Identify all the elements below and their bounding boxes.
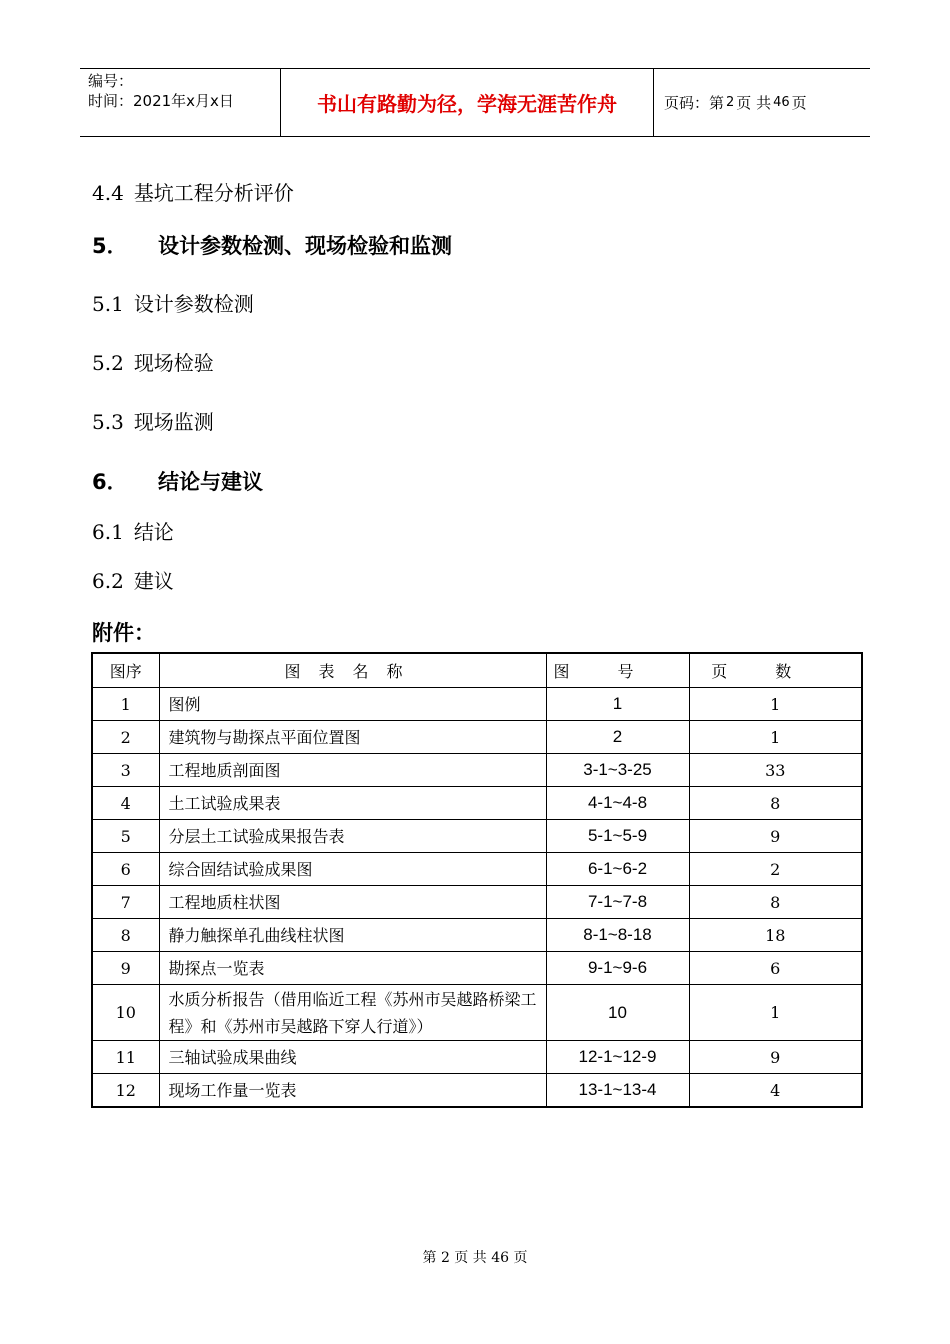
cell-name: 工程地质剖面图 bbox=[159, 754, 546, 787]
outline-4-4 bbox=[92, 177, 294, 206]
page-header bbox=[80, 68, 870, 137]
cell-name: 建筑物与勘探点平面位置图 bbox=[159, 721, 546, 754]
page-suffix: 页 bbox=[791, 94, 807, 112]
cell-pages: 4 bbox=[689, 1074, 862, 1108]
cell-pages: 8 bbox=[689, 787, 862, 820]
table-row bbox=[92, 820, 862, 853]
cell-name: 图例 bbox=[159, 688, 546, 721]
page-mid: 页 共 bbox=[736, 94, 772, 112]
cell-no: 9 bbox=[92, 952, 159, 985]
table-row bbox=[92, 787, 862, 820]
column-header-pages: 页数 bbox=[689, 653, 862, 688]
cell-name: 现场工作量一览表 bbox=[159, 1074, 546, 1108]
outline-number: 5.3 bbox=[92, 410, 124, 434]
outline-5-2 bbox=[92, 347, 214, 376]
cell-pages: 6 bbox=[689, 952, 862, 985]
cell-no: 12 bbox=[92, 1074, 159, 1108]
cell-name: 三轴试验成果曲线 bbox=[159, 1041, 546, 1074]
section-6-heading bbox=[92, 466, 263, 496]
cell-pages: 9 bbox=[689, 820, 862, 853]
table-row bbox=[92, 1041, 862, 1074]
cell-pages: 18 bbox=[689, 919, 862, 952]
attachments-table bbox=[91, 652, 863, 1108]
page-prefix: 页码：第 bbox=[664, 94, 725, 112]
cell-fig: 5-1~5-9 bbox=[546, 820, 689, 853]
outline-number: 5.2 bbox=[92, 351, 124, 375]
page-total: 46 bbox=[773, 95, 790, 110]
table-row bbox=[92, 721, 862, 754]
column-header-no: 图序 bbox=[92, 653, 159, 688]
cell-no: 8 bbox=[92, 919, 159, 952]
cell-fig: 7-1~7-8 bbox=[546, 886, 689, 919]
table-row bbox=[92, 688, 862, 721]
table-row bbox=[92, 754, 862, 787]
cell-no: 1 bbox=[92, 688, 159, 721]
cell-fig: 12-1~12-9 bbox=[546, 1041, 689, 1074]
table-row bbox=[92, 985, 862, 1041]
cell-fig: 1 bbox=[546, 688, 689, 721]
table-row bbox=[92, 853, 862, 886]
section-number: 6． bbox=[92, 470, 128, 494]
cell-no: 4 bbox=[92, 787, 159, 820]
cell-fig: 4-1~4-8 bbox=[546, 787, 689, 820]
outline-5-1 bbox=[92, 288, 254, 317]
outline-6-2 bbox=[92, 565, 174, 594]
section-title: 结论与建议 bbox=[158, 470, 263, 494]
cell-fig: 8-1~8-18 bbox=[546, 919, 689, 952]
outline-5-3 bbox=[92, 406, 214, 435]
cell-no: 2 bbox=[92, 721, 159, 754]
outline-6-1 bbox=[92, 516, 174, 545]
outline-number: 6.1 bbox=[92, 520, 124, 544]
column-header-fig: 图号 bbox=[546, 653, 689, 688]
cell-name: 综合固结试验成果图 bbox=[159, 853, 546, 886]
table-header-row bbox=[92, 653, 862, 688]
table-row bbox=[92, 919, 862, 952]
cell-fig: 3-1~3-25 bbox=[546, 754, 689, 787]
column-header-name: 图表名称 bbox=[159, 653, 546, 688]
cell-pages: 1 bbox=[689, 688, 862, 721]
cell-no: 10 bbox=[92, 985, 159, 1041]
cell-pages: 33 bbox=[689, 754, 862, 787]
cell-pages: 1 bbox=[689, 985, 862, 1041]
cell-fig: 13-1~13-4 bbox=[546, 1074, 689, 1108]
cell-pages: 1 bbox=[689, 721, 862, 754]
cell-pages: 9 bbox=[689, 1041, 862, 1074]
cell-pages: 2 bbox=[689, 853, 862, 886]
section-title: 设计参数检测、现场检验和监测 bbox=[158, 234, 452, 258]
cell-no: 3 bbox=[92, 754, 159, 787]
serial-label: 编号： bbox=[88, 72, 134, 90]
cell-name: 水质分析报告（借用临近工程《苏州市吴越路桥梁工程》和《苏州市吴越路下穿人行道》） bbox=[159, 985, 546, 1041]
cell-fig: 10 bbox=[546, 985, 689, 1041]
page-number: 2 bbox=[726, 95, 735, 110]
cell-fig: 9-1~9-6 bbox=[546, 952, 689, 985]
outline-number: 4.4 bbox=[92, 181, 124, 205]
table-row bbox=[92, 886, 862, 919]
cell-pages: 8 bbox=[689, 886, 862, 919]
cell-name: 工程地质柱状图 bbox=[159, 886, 546, 919]
attachments-heading: 附件： bbox=[92, 621, 155, 645]
section-5-heading bbox=[92, 230, 452, 260]
section-number: 5． bbox=[92, 234, 128, 258]
table-row bbox=[92, 952, 862, 985]
cell-fig: 6-1~6-2 bbox=[546, 853, 689, 886]
date-text: 时间：2021年x月x日 bbox=[88, 92, 234, 110]
outline-text: 设计参数检测 bbox=[133, 292, 254, 316]
outline-text: 建议 bbox=[133, 569, 174, 593]
page-footer: 第 2 页 共 46 页 bbox=[422, 1250, 528, 1266]
cell-name: 土工试验成果表 bbox=[159, 787, 546, 820]
cell-no: 7 bbox=[92, 886, 159, 919]
header-page-info bbox=[654, 69, 870, 136]
cell-no: 5 bbox=[92, 820, 159, 853]
outline-text: 现场检验 bbox=[133, 351, 214, 375]
outline-text: 结论 bbox=[133, 520, 174, 544]
outline-number: 5.1 bbox=[92, 292, 124, 316]
cell-name: 勘探点一览表 bbox=[159, 952, 546, 985]
outline-text: 基坑工程分析评价 bbox=[133, 181, 294, 205]
header-meta bbox=[80, 69, 281, 136]
header-motto: 书山有路勤为径，学海无涯苦作舟 bbox=[281, 69, 654, 136]
cell-name: 分层土工试验成果报告表 bbox=[159, 820, 546, 853]
cell-fig: 2 bbox=[546, 721, 689, 754]
cell-name: 静力触探单孔曲线柱状图 bbox=[159, 919, 546, 952]
table-row bbox=[92, 1074, 862, 1108]
cell-no: 11 bbox=[92, 1041, 159, 1074]
outline-text: 现场监测 bbox=[133, 410, 214, 434]
table-body bbox=[92, 688, 862, 1108]
outline-number: 6.2 bbox=[92, 569, 124, 593]
cell-no: 6 bbox=[92, 853, 159, 886]
